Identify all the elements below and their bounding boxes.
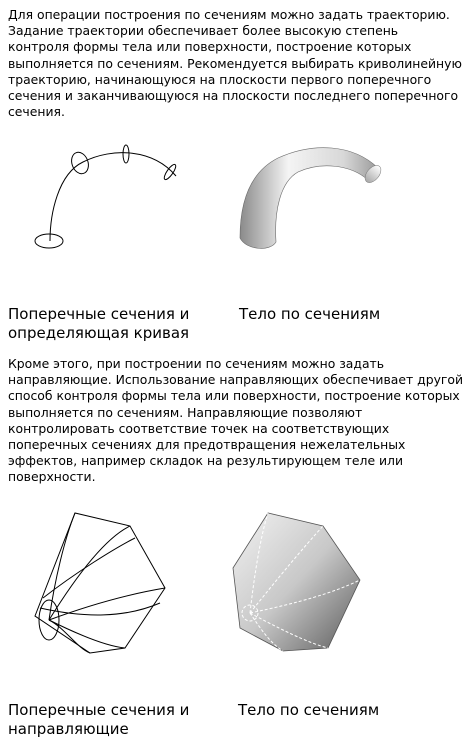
text-line: поверхности. (8, 469, 96, 485)
caption-sections-guides (8, 701, 189, 739)
text-line: способ контроля формы тела или поверхности, построение которых (8, 388, 460, 404)
caption-loft-body (239, 305, 380, 324)
loft-path-wireframe-image (28, 144, 188, 260)
caption-sections-curve (8, 305, 189, 343)
caption-line: Поперечные сечения и (8, 305, 190, 323)
text-line: траекторию, начинающуюся на плоскости первого поперечного (8, 71, 432, 87)
text-line: эффектов, например складок на результирующем теле или (8, 453, 404, 469)
caption-line: Тело по сечениям (238, 701, 380, 719)
caption-loft-body-guides (238, 701, 379, 720)
loft-body-shaded-image (238, 142, 388, 260)
guides-wireframe-image (15, 508, 180, 656)
text-line: сечения и заканчивающуюся на плоскости последнего поперечного (8, 88, 459, 104)
text-line: поперечных сечениях для предотвращения нежелательных (8, 437, 406, 453)
text-line: Кроме этого, при построении по сечениям можно задать (8, 356, 385, 371)
text-line: Задание траектории обеспечивает более высокую степень (8, 23, 399, 39)
paragraph-trajectory (8, 7, 467, 120)
text-line: выполняется по сечениям. Рекомендуется выбирать криволинейную (8, 55, 462, 71)
caption-line: определяющая кривая (8, 324, 190, 342)
caption-line: Тело по сечениям (239, 305, 381, 323)
text-line: контролировать соответствие точек на соответствующих (8, 420, 390, 436)
text-line: Для операции построения по сечениям можно задать траекторию. (8, 7, 450, 22)
caption-line: направляющие (8, 720, 129, 738)
text-line: выполняется по сечениям. Направляющие позволяют (8, 404, 363, 420)
text-line: направляющие. Использование направляющих обеспечивает другой (8, 372, 464, 388)
paragraph-guides (8, 356, 467, 486)
guides-body-shaded-image (228, 508, 368, 656)
text-line: контроля формы тела или поверхности, построение которых (8, 39, 412, 55)
text-line: сечения. (8, 104, 65, 120)
caption-line: Поперечные сечения и (8, 701, 190, 719)
